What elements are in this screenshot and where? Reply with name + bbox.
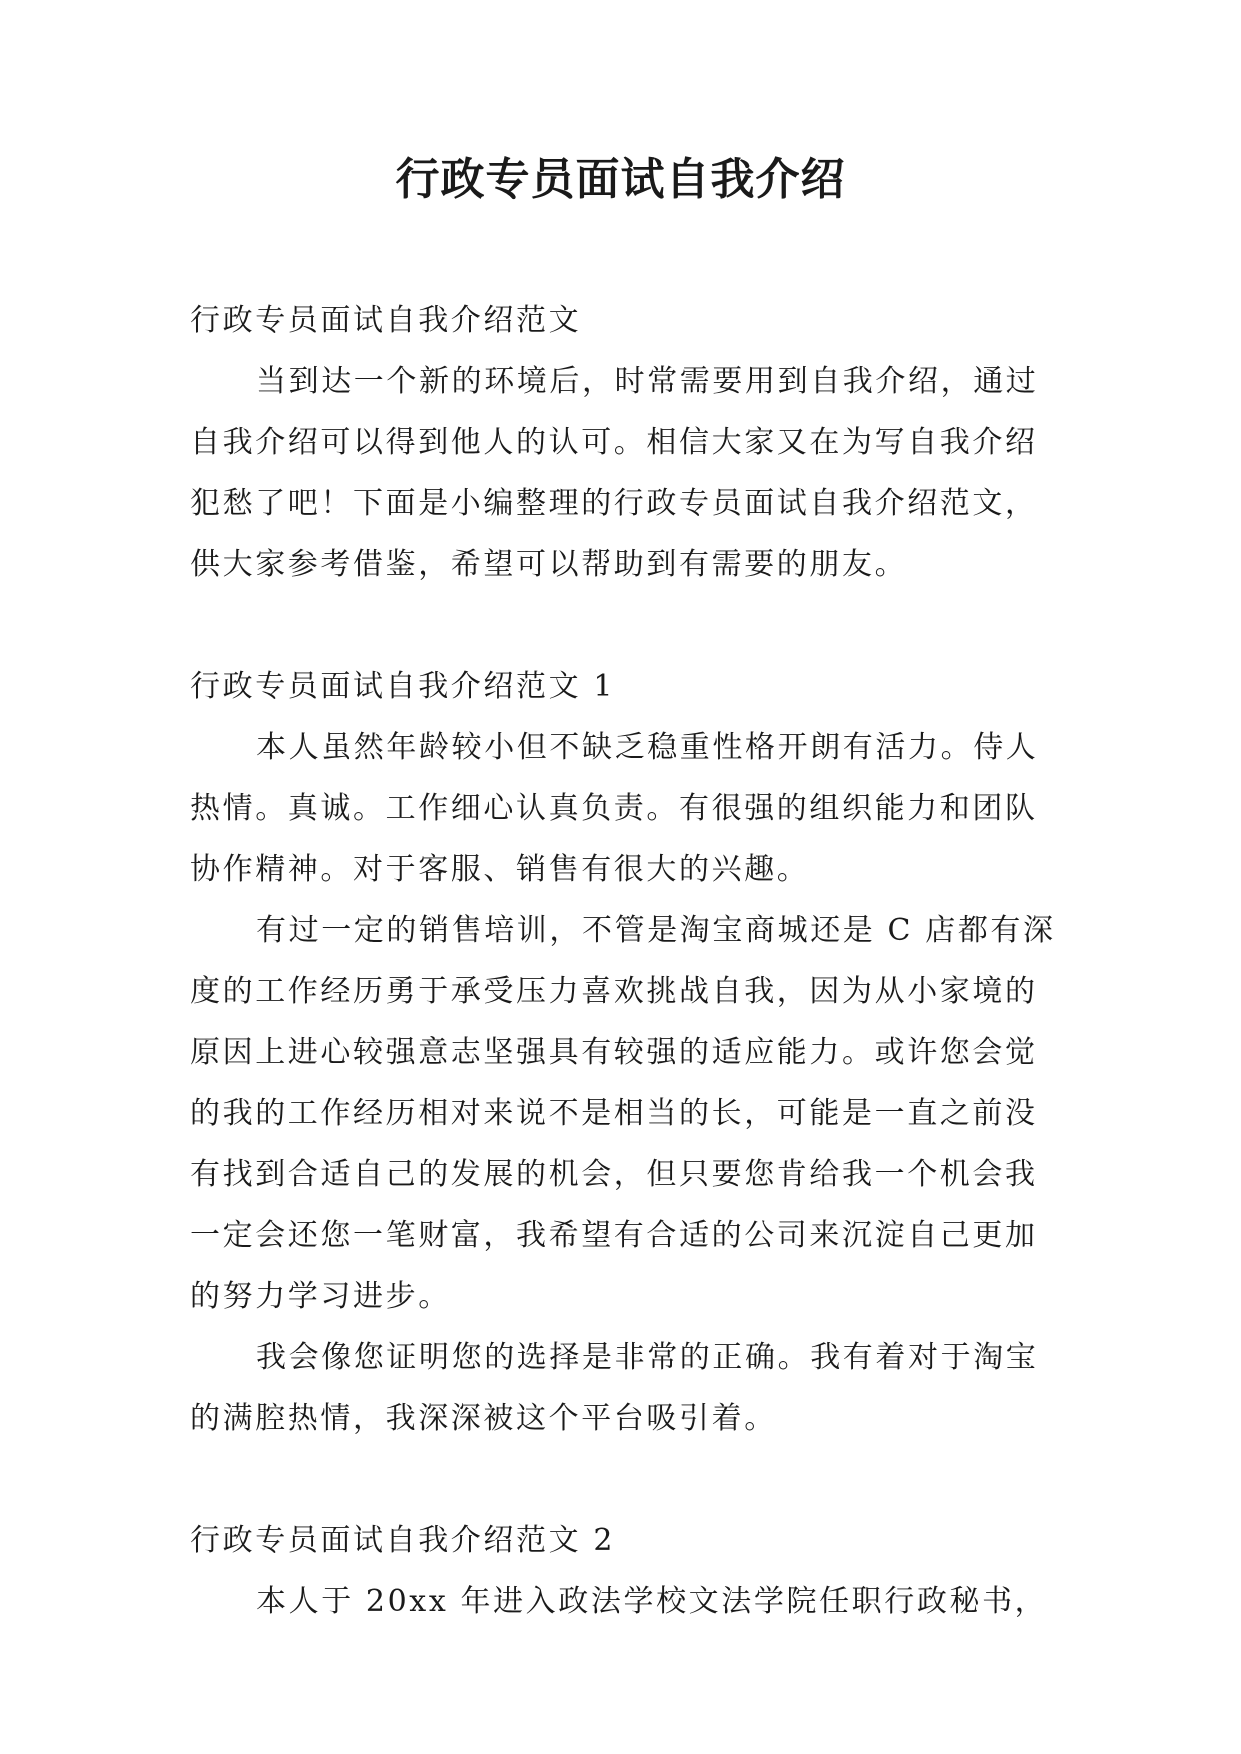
section1-paragraph-2 — [190, 900, 1060, 1327]
text-line: 协作精神。对于客服、销售有很大的兴趣。 — [190, 852, 810, 887]
text-line: 供大家参考借鉴，希望可以帮助到有需要的朋友。 — [190, 547, 908, 582]
text-line: 的我的工作经历相对来说不是相当的长，可能是一直之前没 — [190, 1096, 1038, 1131]
section2-heading: 行政专员面试自我介绍范文 2 — [190, 1523, 616, 1558]
document-title: 行政专员面试自我介绍 — [395, 154, 846, 205]
text-line: 犯愁了吧！下面是小编整理的行政专员面试自我介绍范文， — [190, 486, 1038, 521]
text-line: 本人虽然年龄较小但不缺乏稳重性格开朗有活力。侍人 — [256, 730, 1039, 765]
text-line: 度的工作经历勇于承受压力喜欢挑战自我，因为从小家境的 — [190, 974, 1038, 1009]
text-line: 自我介绍可以得到他人的认可。相信大家又在为写自我介绍 — [190, 425, 1038, 460]
text-line: 有过一定的销售培训，不管是淘宝商城还是 C 店都有深 — [256, 913, 1056, 948]
section1-paragraph-3 — [190, 1327, 1060, 1449]
intro-paragraph — [190, 351, 1060, 595]
document-body — [190, 290, 1060, 1632]
text-line: 的努力学习进步。 — [190, 1279, 451, 1314]
text-line: 当到达一个新的环境后，时常需要用到自我介绍，通过 — [256, 364, 1039, 399]
section2-paragraph-1 — [190, 1571, 1060, 1632]
text-line: 热情。真诚。工作细心认真负责。有很强的组织能力和团队 — [190, 791, 1038, 826]
text-line: 我会像您证明您的选择是非常的正确。我有着对于淘宝 — [256, 1340, 1039, 1375]
section1-heading: 行政专员面试自我介绍范文 1 — [190, 669, 616, 704]
text-line: 本人于 20xx 年进入政法学校文法学院任职行政秘书， — [256, 1584, 1048, 1619]
text-line: 一定会还您一笔财富，我希望有合适的公司来沉淀自己更加 — [190, 1218, 1038, 1253]
text-line: 的满腔热情，我深深被这个平台吸引着。 — [190, 1401, 777, 1436]
paragraph-gap — [190, 595, 1060, 656]
text-line: 有找到合适自己的发展的机会，但只要您肯给我一个机会我 — [190, 1157, 1038, 1192]
paragraph-gap — [190, 1449, 1060, 1510]
intro-heading: 行政专员面试自我介绍范文 — [190, 303, 582, 338]
text-line: 原因上进心较强意志坚强具有较强的适应能力。或许您会觉 — [190, 1035, 1038, 1070]
section1-paragraph-1 — [190, 717, 1060, 900]
